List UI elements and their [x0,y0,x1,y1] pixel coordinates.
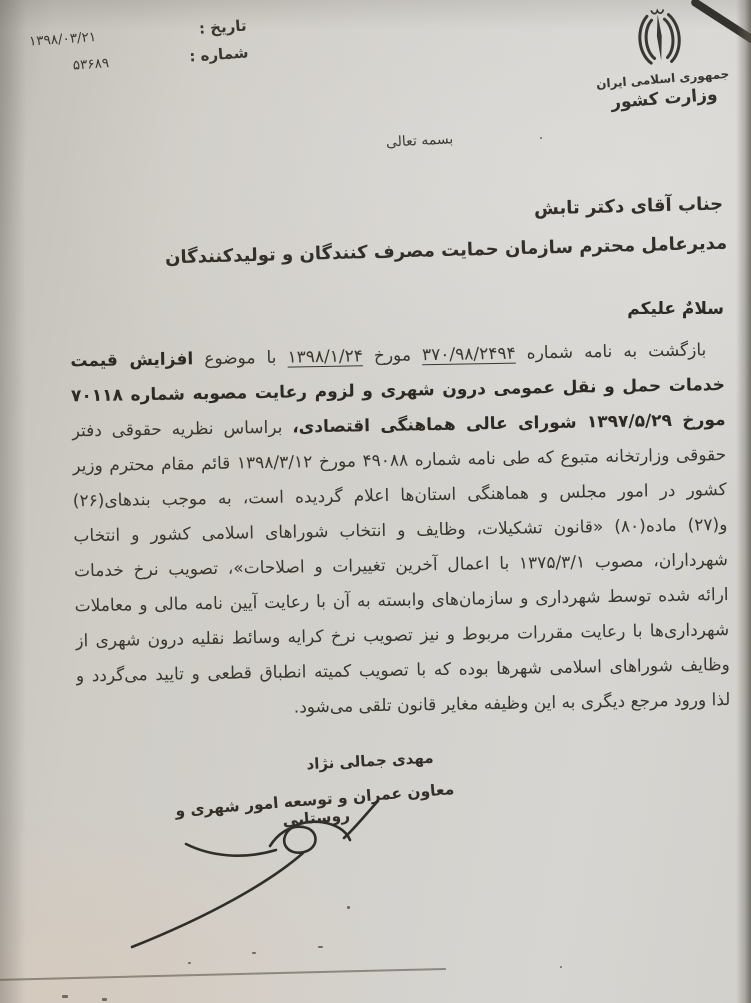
ink-speck [252,952,256,954]
body-line: مورخ ۱۳۹۷/۵/۲۹ شورای عالی هماهنگی اقتصادی، براساس نظریه حقوقی دفتر [71,409,726,442]
iran-emblem-icon [630,4,689,72]
ink-speck [347,906,350,909]
ink-speck [318,946,323,948]
right-edge-shadow [736,0,751,1003]
body-line: بازگشت به نامه شماره ۳۷۰/۹۸/۲۴۹۴ مورخ ۱۳۹۸/۱/۲۴ با موضوع افزایش قیمت [70,340,707,372]
date-value: ۱۳۹۸/۰۳/۲۱ [28,28,97,50]
ink-speck [62,995,68,998]
salutation: سلامٌ علیکم [627,299,724,319]
body-line: لذا ورود مرجع دیگری به این وظیفه مغایر قانون تلقی می‌شود. [293,689,731,718]
org-name: جمهوری اسلامی ایران [595,66,730,92]
body-line: و(۲۷) ماده(۸۰) «قانون تشکیلات، وظایف و انتخاب شوراهای اسلامی کشور و انتخاب [73,514,728,547]
date-label: تاریخ : [198,16,248,38]
ink-speck [560,966,562,968]
body-line: حقوقی وزارتخانه متبوع که طی نامه شماره ۴۹۰۸۸ مورخ ۱۳۹۸/۳/۱۲ قائم مقام محترم وزیر [72,444,727,477]
ink-speck [188,962,191,964]
body-line: کشور در امور مجلس و هماهنگی استان‌ها اعلام گردیده است، به موجب بندهای(۲۶) [72,479,727,512]
ministry-name: وزارت کشور [610,84,719,114]
ink-speck [102,998,107,1001]
ink-speck [540,137,542,139]
body-text [70,333,731,729]
body-line: وظایف شوراهای اسلامی شهرها بوده که با تصویب کمیته انطباق قطعی و تایید می‌گردد و [75,654,730,687]
body-line: خدمات حمل و نقل عمومی درون شهری و لزوم رعایت مصوبه شماره ۷۰۱۱۸ [70,374,726,407]
body-line: شهرداری‌ها با رعایت مقررات مربوط و نیز تصویب نرخ کرایه وسائط نقلیه درون شهری از [75,619,730,652]
recipient-name: جناب آقای دکتر تابش [533,193,724,220]
signatory-name: مهدی جمالی نژاد [306,748,434,774]
number-value: ۵۳۶۸۹ [72,55,110,74]
besmellah: بسمه تعالی [385,131,454,151]
left-edge-shade [0,0,26,1003]
number-row [30,43,249,76]
date-number-block [28,16,249,85]
handwritten-signature [92,800,392,958]
signatory-title: معاون عمران و توسعه امور شهری و روستایی [174,780,455,830]
body-line: شهرداران، مصوب ۱۳۷۵/۳/۱ با اعمال آخرین تغییرات و اصلاحات»، تصویب نرخ خدمات [73,549,729,582]
footer-line [0,968,446,981]
recipient-title: مدیرعامل محترم سازمان حمایت مصرف کنندگان و تولیدکنندگان [164,232,728,269]
body-line: ارائه شده توسط شهرداری و سازمان‌های وابسته به آن با رعایت آیین نامه مالی و معاملات [74,584,729,617]
date-row [28,16,247,49]
number-label: شماره : [188,43,249,66]
